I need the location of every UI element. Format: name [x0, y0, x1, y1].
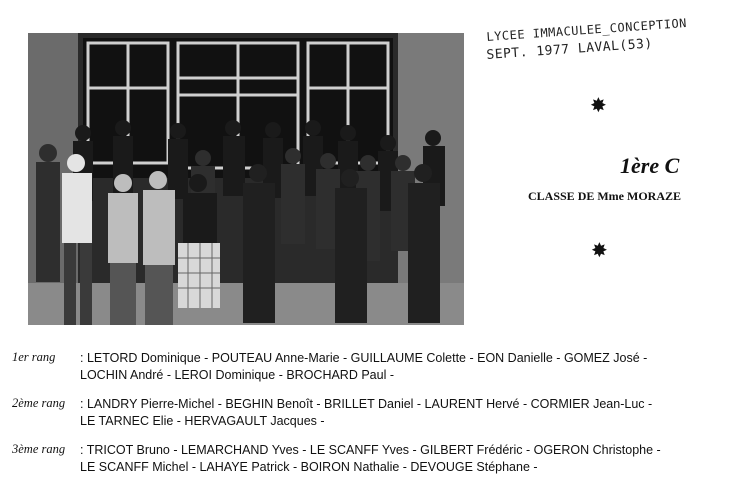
- class-photo: [28, 33, 464, 325]
- name-list: [12, 350, 742, 488]
- star-icon: ✸: [591, 238, 608, 262]
- row-3: [12, 442, 742, 476]
- rank-label: 1er rang: [12, 350, 56, 364]
- star-icon: ✸: [590, 93, 607, 117]
- class-photo-illustration: [28, 33, 464, 325]
- class-title: 1ère C: [620, 153, 680, 178]
- names-line: : TRICOT Bruno - LEMARCHAND Yves - LE SCANFF Yves - GILBERT Frédéric - OGERON Christophe -: [80, 443, 661, 457]
- handwritten-annotation: [486, 15, 736, 63]
- rank-label: 3ème rang: [12, 442, 66, 456]
- date-location: SEPT. 1977 LAVAL(53): [486, 36, 654, 63]
- names-line: : LETORD Dominique - POUTEAU Anne-Marie - GUILLAUME Colette - EON Danielle - GOMEZ José -: [80, 351, 648, 365]
- names-line: LE SCANFF Michel - LAHAYE Patrick - BOIRON Nathalie - DEVOUGE Stéphane -: [80, 460, 538, 474]
- names-line: LOCHIN André - LEROI Dominique - BROCHARD Paul -: [80, 368, 394, 382]
- rank-label: 2ème rang: [12, 396, 66, 410]
- teacher-caption: CLASSE DE Mme MORAZE: [528, 189, 682, 203]
- school-name: LYCEE IMMACULEE_CONCEPTION: [486, 15, 688, 44]
- row-1: [12, 350, 742, 384]
- names-line: : LANDRY Pierre-Michel - BEGHIN Benoît - BRILLET Daniel - LAURENT Hervé - CORMIER Jean-Luc -: [80, 397, 653, 411]
- row-2: [12, 396, 742, 430]
- names-line: LE TARNEC Elie - HERVAGAULT Jacques -: [80, 414, 325, 428]
